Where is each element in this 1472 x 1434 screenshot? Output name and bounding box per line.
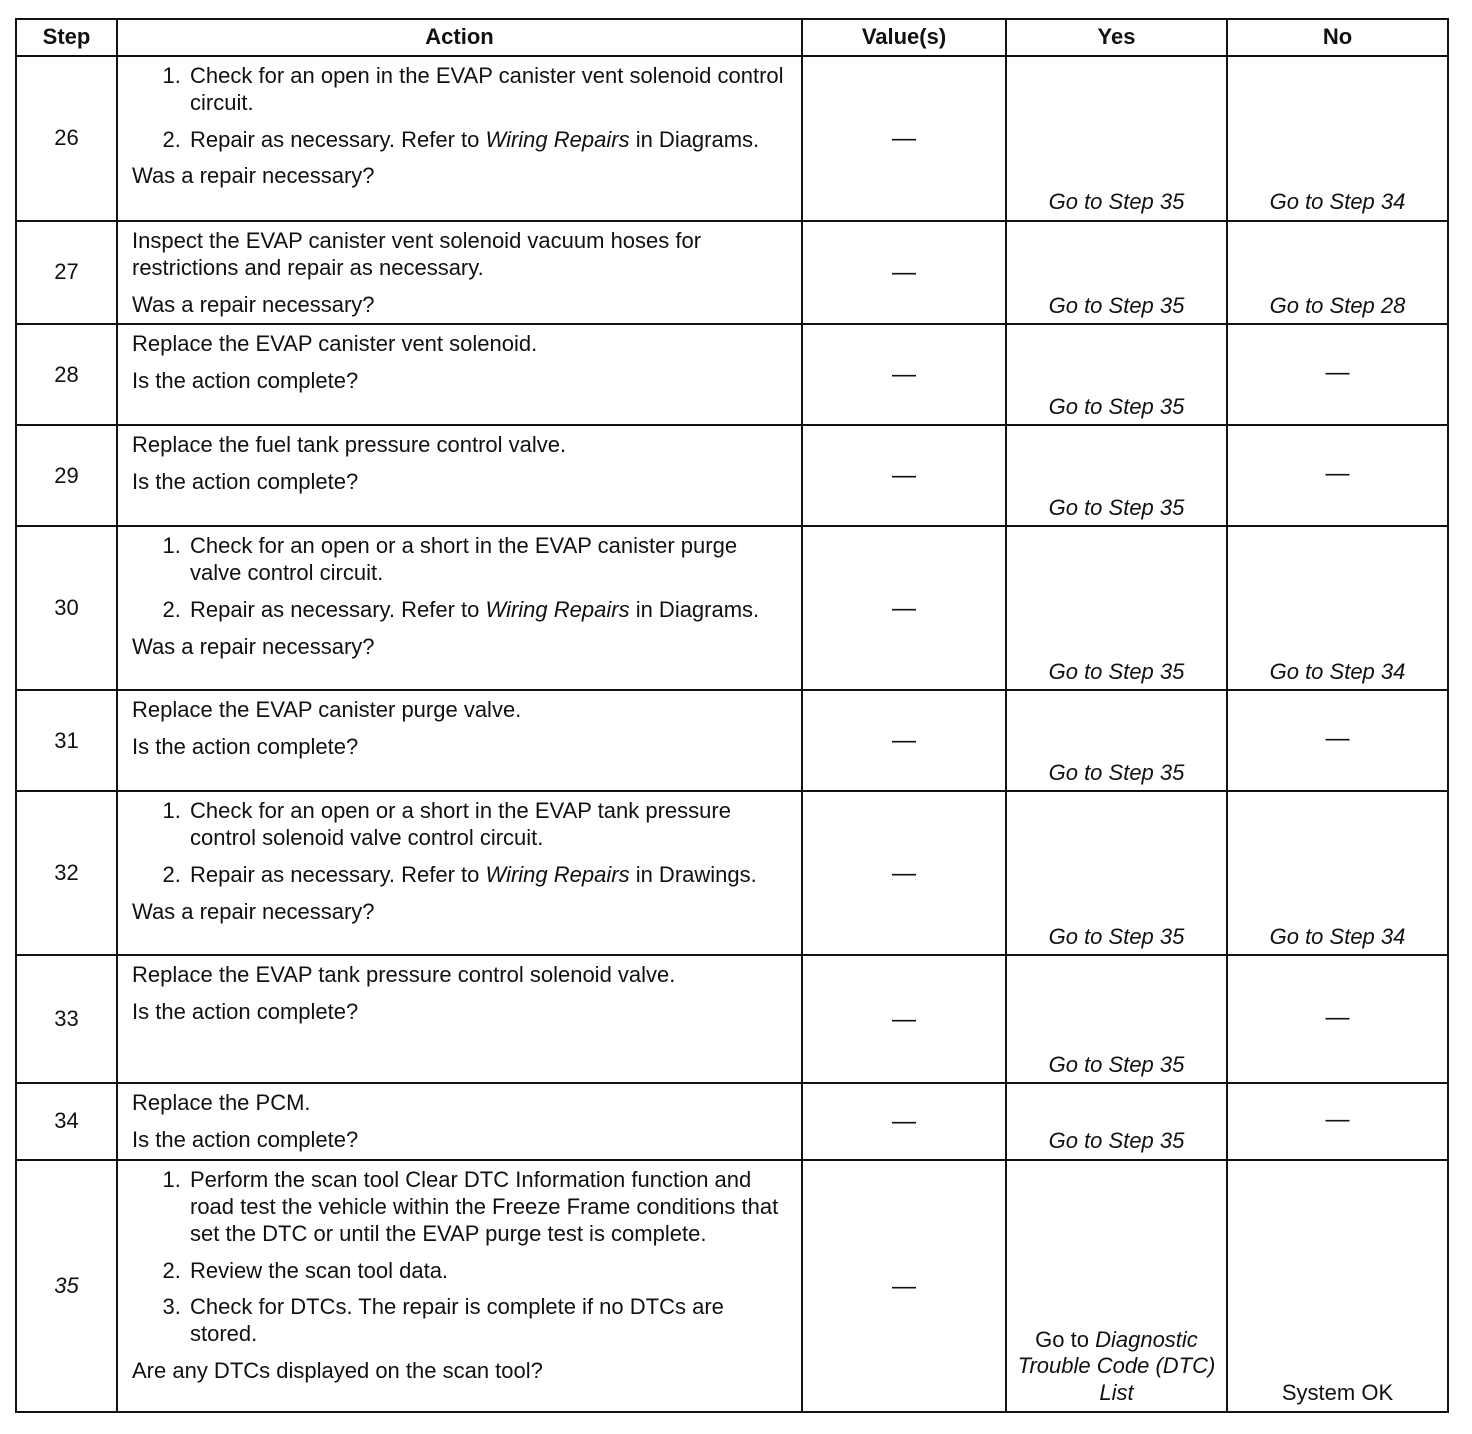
- action-cell: [117, 425, 802, 526]
- step-number: 35: [16, 1160, 117, 1412]
- table-row: [16, 221, 1448, 324]
- header-row: [16, 19, 1448, 56]
- italic-reference: Wiring Repairs: [485, 126, 630, 152]
- table-row: [16, 690, 1448, 791]
- value-cell: —: [802, 221, 1006, 324]
- header-no: No: [1227, 19, 1448, 56]
- action-list: [132, 798, 793, 888]
- action-cell: [117, 1160, 802, 1412]
- step-number: 28: [16, 324, 117, 425]
- value-cell: —: [802, 1160, 1006, 1412]
- action-list-item: 2. Repair as necessary. Refer to Wiring Repairs in Drawings.: [187, 862, 793, 889]
- action-cell: [117, 324, 802, 425]
- action-question: Is the action complete?: [132, 368, 359, 394]
- yes-cell: Go to Diagnostic Trouble Code (DTC) List: [1006, 1160, 1227, 1412]
- action-text: Inspect the EVAP canister vent solenoid vacuum hoses for restrictions and repair as necessary.: [132, 228, 702, 280]
- action-list: [132, 63, 793, 153]
- yes-cell: Go to Step 35: [1006, 690, 1227, 791]
- italic-reference: Wiring Repairs: [485, 862, 630, 888]
- no-cell: Go to Step 28: [1227, 221, 1448, 324]
- table-row: [16, 526, 1448, 690]
- action-question: Was a repair necessary?: [132, 163, 375, 189]
- yes-cell: Go to Step 35: [1006, 425, 1227, 526]
- action-list-item: 2. Repair as necessary. Refer to Wiring Repairs in Diagrams.: [187, 127, 793, 154]
- action-question: Are any DTCs displayed on the scan tool?: [132, 1358, 543, 1384]
- action-text: Replace the EVAP tank pressure control solenoid valve.: [132, 962, 676, 988]
- step-number: 29: [16, 425, 117, 526]
- value-cell: —: [802, 324, 1006, 425]
- no-cell: Go to Step 34: [1227, 526, 1448, 690]
- action-list-item: 2. Review the scan tool data.: [187, 1258, 793, 1285]
- action-cell: [117, 56, 802, 221]
- action-list-item: 3. Check for DTCs. The repair is complete if no DTCs are stored.: [187, 1294, 793, 1348]
- diagnostic-table: [15, 18, 1449, 1413]
- value-cell: —: [802, 955, 1006, 1083]
- yes-cell: Go to Step 35: [1006, 1083, 1227, 1160]
- header-action: Action: [117, 19, 802, 56]
- action-list-item: 2. Repair as necessary. Refer to Wiring Repairs in Diagrams.: [187, 597, 793, 624]
- header-step: Step: [16, 19, 117, 56]
- step-number: 27: [16, 221, 117, 324]
- action-list-item: 1. Check for an open or a short in the EVAP tank pressure control solenoid valve control circuit.: [187, 798, 793, 852]
- no-cell: —: [1227, 425, 1448, 526]
- yes-cell: Go to Step 35: [1006, 955, 1227, 1083]
- action-question: Is the action complete?: [132, 1127, 359, 1153]
- italic-reference: Wiring Repairs: [485, 597, 630, 623]
- no-cell: Go to Step 34: [1227, 791, 1448, 955]
- table-row: [16, 324, 1448, 425]
- no-cell: Go to Step 34: [1227, 56, 1448, 221]
- action-text: Replace the PCM.: [132, 1090, 311, 1116]
- no-cell: —: [1227, 690, 1448, 791]
- step-number: 34: [16, 1083, 117, 1160]
- action-cell: [117, 791, 802, 955]
- action-text: Replace the fuel tank pressure control valve.: [132, 432, 567, 458]
- value-cell: —: [802, 791, 1006, 955]
- value-cell: —: [802, 56, 1006, 221]
- action-text: Replace the EVAP canister vent solenoid.: [132, 331, 538, 357]
- no-cell: —: [1227, 1083, 1448, 1160]
- value-cell: —: [802, 425, 1006, 526]
- table-row: [16, 1160, 1448, 1412]
- table-row: [16, 425, 1448, 526]
- value-cell: —: [802, 1083, 1006, 1160]
- italic-reference: Diagnostic Trouble Code (DTC) List: [1017, 1326, 1216, 1406]
- step-number: 32: [16, 791, 117, 955]
- action-question: Is the action complete?: [132, 469, 359, 495]
- action-question: Was a repair necessary?: [132, 898, 375, 924]
- action-cell: [117, 955, 802, 1083]
- yes-cell: Go to Step 35: [1006, 526, 1227, 690]
- step-number: 31: [16, 690, 117, 791]
- no-cell: —: [1227, 955, 1448, 1083]
- action-list-item: 1. Check for an open or a short in the EVAP canister purge valve control circuit.: [187, 533, 793, 587]
- header-yes: Yes: [1006, 19, 1227, 56]
- yes-cell: Go to Step 35: [1006, 221, 1227, 324]
- step-number: 30: [16, 526, 117, 690]
- action-text: Replace the EVAP canister purge valve.: [132, 697, 522, 723]
- no-cell: —: [1227, 324, 1448, 425]
- action-question: Was a repair necessary?: [132, 633, 375, 659]
- table-row: [16, 791, 1448, 955]
- action-cell: [117, 1083, 802, 1160]
- no-cell: System OK: [1227, 1160, 1448, 1412]
- yes-cell: Go to Step 35: [1006, 791, 1227, 955]
- header-values: Value(s): [802, 19, 1006, 56]
- action-question: Is the action complete?: [132, 734, 359, 760]
- action-cell: [117, 690, 802, 791]
- action-list: [132, 533, 793, 623]
- action-question: Was a repair necessary?: [132, 291, 375, 317]
- value-cell: —: [802, 526, 1006, 690]
- action-question: Is the action complete?: [132, 999, 359, 1025]
- action-cell: [117, 526, 802, 690]
- table-row: [16, 955, 1448, 1083]
- action-list-item: 1. Check for an open in the EVAP canister vent solenoid control circuit.: [187, 63, 793, 117]
- step-number: 33: [16, 955, 117, 1083]
- step-number: 26: [16, 56, 117, 221]
- table-row: [16, 56, 1448, 221]
- table-row: [16, 1083, 1448, 1160]
- value-cell: —: [802, 690, 1006, 791]
- yes-cell: Go to Step 35: [1006, 56, 1227, 221]
- yes-cell: Go to Step 35: [1006, 324, 1227, 425]
- action-list: [132, 1167, 793, 1348]
- action-cell: [117, 221, 802, 324]
- action-list-item: 1. Perform the scan tool Clear DTC Information function and road test the vehicle within the Freeze Frame conditions that set the DTC or until the EVAP purge test is complete.: [187, 1167, 793, 1247]
